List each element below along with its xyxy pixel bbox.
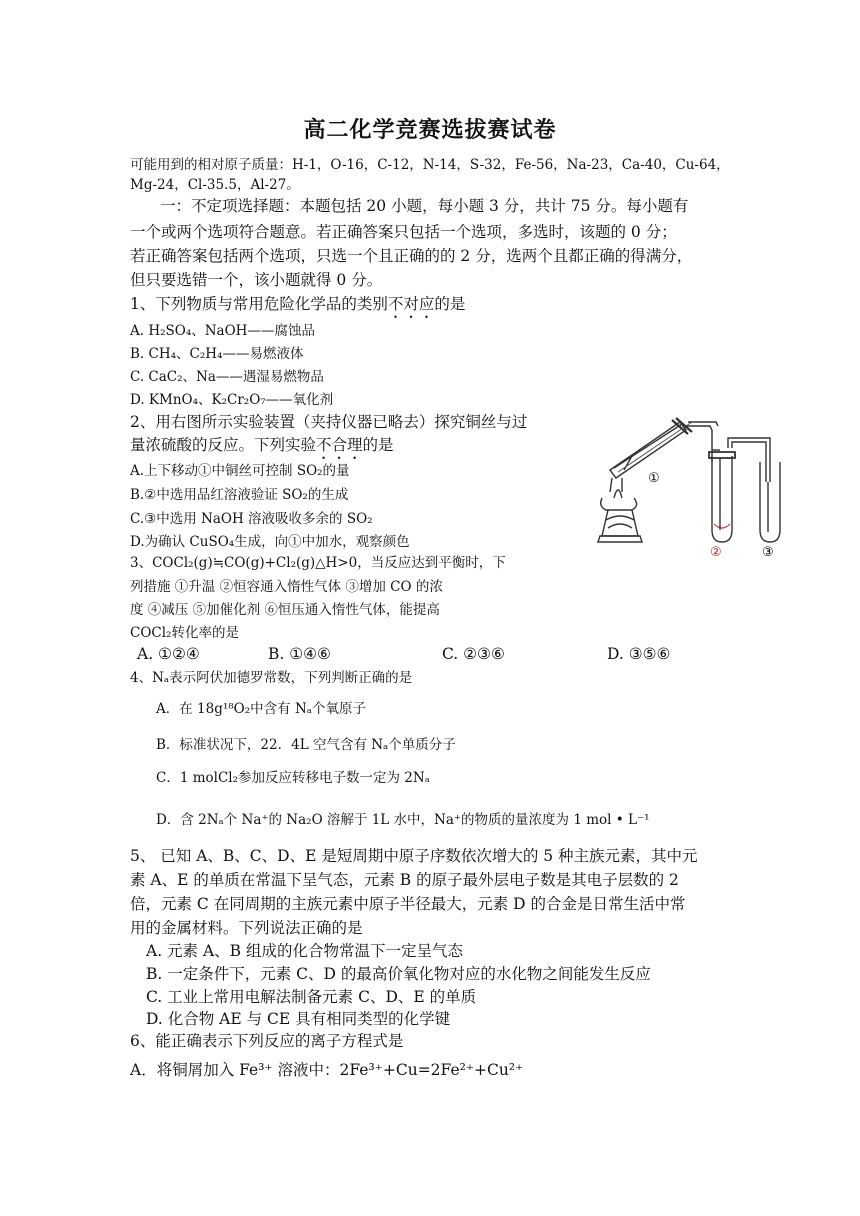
q6-stem: 6、能正确表示下列反应的离子方程式是 bbox=[130, 1032, 404, 1050]
q5-option-c: C. 工业上常用电解法制备元素 C、D、E 的单质 bbox=[146, 988, 477, 1006]
q3-option-d: D. ③⑤⑥ bbox=[607, 645, 671, 663]
q4-option-d: D．含 2Nₐ个 Na⁺的 Na₂O 溶解于 1L 水中，Na⁺的物质的量浓度为 1 mol • L⁻¹ bbox=[156, 812, 650, 828]
q2-option-d: D.为确认 CuSO₄生成，向①中加水，观察颜色 bbox=[130, 534, 410, 550]
alcohol-lamp bbox=[598, 490, 642, 542]
q1-stem-part-a: 1、下列物质与常用危险化学品的类别 bbox=[130, 295, 388, 313]
section-instructions-1: 一：不定项选择题：本题包括 20 小题，每小题 3 分，共计 75 分。每小题有 bbox=[160, 197, 689, 215]
q5-option-a: A. 元素 A、B 组成的化合物常温下一定呈气态 bbox=[146, 942, 463, 960]
label-3: ③ bbox=[762, 545, 774, 560]
section-instructions-2: 一个或两个选项符合题意。若正确答案只包括一个选项，多选时，该题的 0 分； bbox=[130, 223, 677, 241]
q2-option-b: B.②中选用品红溶液验证 SO₂的生成 bbox=[130, 487, 349, 503]
q3-option-b: B. ①④⑥ bbox=[268, 645, 331, 663]
atomic-masses-line-2: Mg-24，Cl-35.5，Al-27。 bbox=[130, 177, 300, 193]
test-tube-2 bbox=[709, 452, 735, 542]
section-instructions-4: 但只要选错一个，该小题就得 0 分。 bbox=[130, 271, 383, 289]
q1-option-d: D. KMnO₄、K₂Cr₂O₇——氧化剂 bbox=[130, 392, 334, 408]
q2-stem-part-a: 量浓硫酸的反应。下列实验 bbox=[130, 436, 317, 454]
page-title: 高二化学竞赛选拔赛试卷 bbox=[303, 117, 557, 143]
q4-option-b: B．标准状况下，22．4L 空气含有 Nₐ个单质分子 bbox=[156, 737, 456, 753]
copper-wire bbox=[618, 422, 692, 472]
q5-stem-4: 用的金属材料。下列说法正确的是 bbox=[130, 919, 363, 937]
q5-stem-3: 倍，元素 C 在同周期的主族元素中原子半径最大，元素 D 的合金是日常生活中常 bbox=[130, 895, 686, 913]
atomic-masses-line-1: 可能用到的相对原子质量：H-1，O-16，C-12，N-14，S-32，Fe-56，Na-23，Ca-40，Cu-64， bbox=[130, 157, 730, 173]
section-instructions-3: 若正确答案包括两个选项，只选一个且正确的的 2 分，选两个且都正确的得满分， bbox=[130, 247, 693, 265]
q3-option-a: A. ①②④ bbox=[137, 645, 200, 663]
q1-option-a: A. H₂SO₄、NaOH——腐蚀品 bbox=[130, 323, 315, 339]
q2-option-c: C.③中选用 NaOH 溶液吸收多余的 SO₂ bbox=[130, 511, 373, 527]
q3-options-row bbox=[0, 645, 860, 665]
q4-stem: 4、Nₐ表示阿伏加德罗常数，下列判断正确的是 bbox=[130, 670, 413, 686]
q3-stem-4: COCl₂转化率的是 bbox=[130, 625, 239, 641]
q4-option-c: C．1 molCl₂参加反应转移电子数一定为 2Nₐ bbox=[156, 770, 430, 786]
q1-option-c: C. CaC₂、Na——遇湿易燃物品 bbox=[130, 369, 324, 385]
q2-stem-1: 2、用右图所示实验装置（夹持仪器已略去）探究铜丝与过 bbox=[130, 413, 528, 431]
experiment-apparatus-diagram bbox=[592, 412, 824, 562]
q3-stem-1: 3、COCl₂(g)≒CO(g)+Cl₂(g)△H>0，当反应达到平衡时，下 bbox=[130, 555, 506, 571]
q5-option-d: D. 化合物 AE 与 CE 具有相同类型的化学键 bbox=[146, 1010, 451, 1028]
q5-stem-2: 素 A、E 的单质在常温下呈气态，元素 B 的原子最外层电子数是其电子层数的 2 bbox=[130, 871, 679, 889]
q2-stem-2 bbox=[130, 435, 394, 463]
q3-stem-2: 列措施 ①升温 ②恒容通入惰性气体 ③增加 CO 的浓 bbox=[130, 579, 443, 595]
q5-option-b: B. 一定条件下，元素 C、D 的最高价氧化物对应的水化物之间能发生反应 bbox=[146, 965, 651, 983]
q6-option-a: A．将铜屑加入 Fe³⁺ 溶液中：2Fe³⁺+Cu=2Fe²⁺+Cu²⁺ bbox=[130, 1061, 524, 1079]
label-1: ① bbox=[648, 471, 660, 486]
q1-stem-part-b: 的是 bbox=[434, 295, 466, 313]
delivery-tube-2 bbox=[728, 438, 770, 482]
q3-option-c: C. ②③⑥ bbox=[442, 645, 505, 663]
label-2: ② bbox=[710, 545, 722, 560]
q2-option-a: A.上下移动①中铜丝可控制 SO₂的量 bbox=[130, 463, 350, 479]
q1-stem bbox=[130, 294, 465, 322]
q5-stem-1: 5、 已知 A、B、C、D、E 是短周期中原子序数依次增大的 5 种主族元素，其中元 bbox=[130, 847, 698, 865]
q2-stem-emphasis: 不合理 bbox=[316, 436, 363, 454]
q1-option-b: B. CH₄、C₂H₄——易燃液体 bbox=[130, 346, 304, 362]
q3-stem-3: 度 ④减压 ⑤加催化剂 ⑥恒压通入惰性气体，能提高 bbox=[130, 602, 440, 618]
q1-stem-emphasis: 不对应 bbox=[387, 295, 435, 313]
q4-option-a: A．在 18g¹⁸O₂中含有 Nₐ个氧原子 bbox=[156, 701, 366, 717]
q2-stem-part-b: 的是 bbox=[362, 436, 394, 454]
delivery-tube-1 bbox=[684, 426, 712, 462]
